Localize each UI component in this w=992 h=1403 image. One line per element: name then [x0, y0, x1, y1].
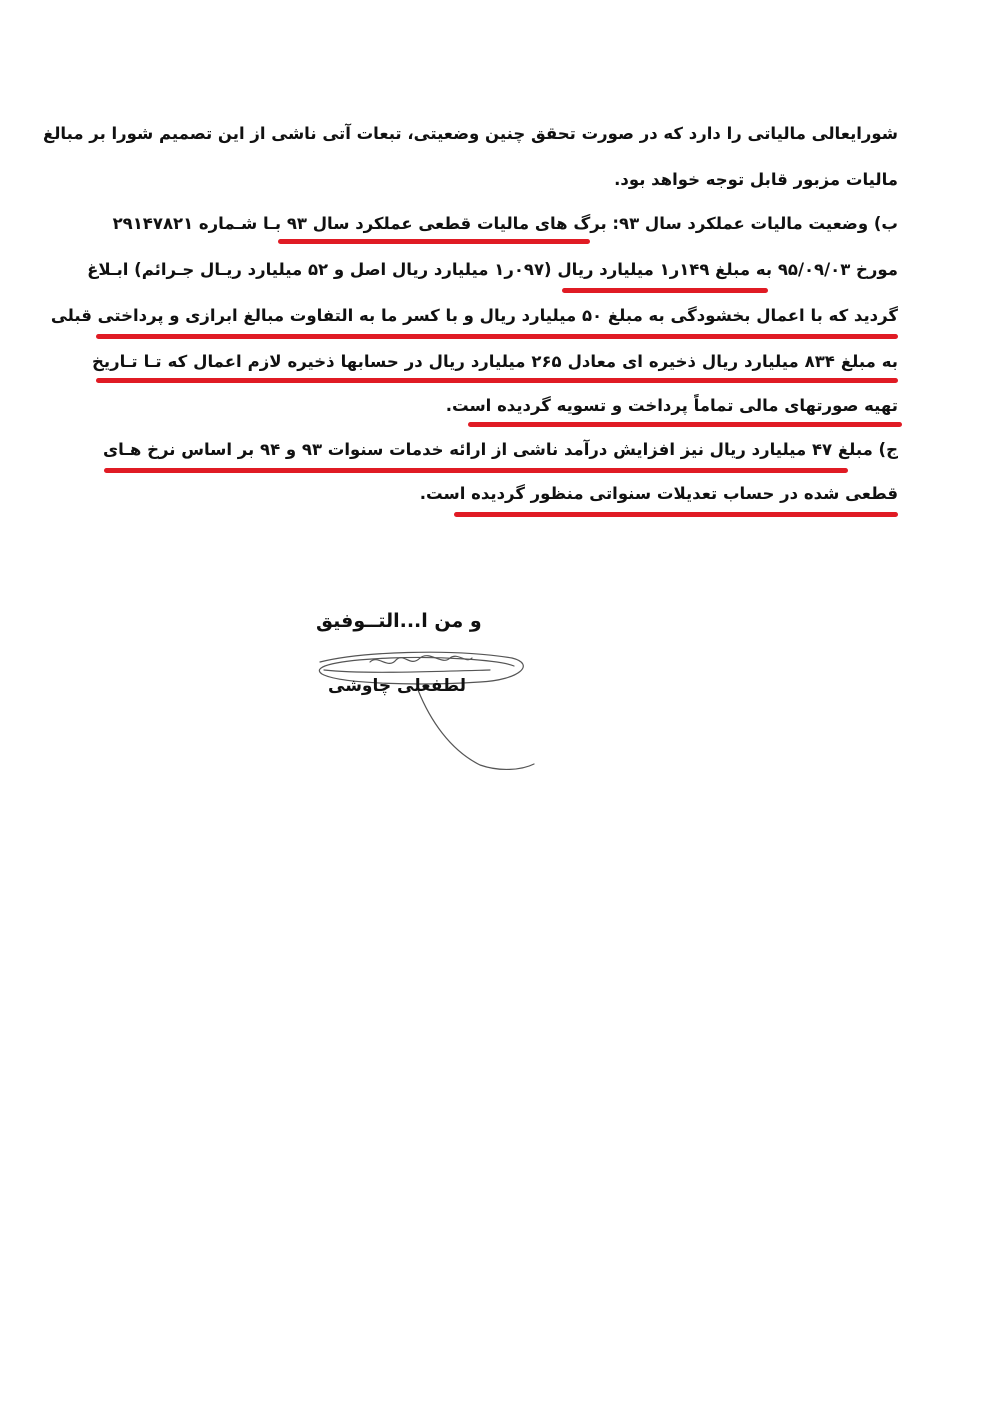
signer-name: لطفعلی چاوشی — [328, 676, 466, 696]
intro-line-1: شورایعالی مالیاتی را دارد که در صورت تحقق چنین وضعیتی، تبعات آتی ناشی از این تصمیم شورا بر مبالغ — [42, 124, 898, 143]
intro-line-2: مالیات مزبور قابل توجه خواهد بود. — [614, 170, 898, 189]
paragraph-c-line-2: قطعی شده در حساب تعدیلات سنواتی منظور گردیده است. — [419, 484, 898, 503]
signature-block — [300, 600, 560, 790]
highlight-underline — [96, 334, 898, 339]
highlight-underline — [278, 239, 590, 244]
highlight-underline — [468, 422, 902, 427]
paragraph-b-line-3: گردید که با اعمال بخشودگی به مبلغ ۵۰ میلیارد ریال و با کسر ما به التفاوت مبالغ ابرازی و پرداختی قبلی — [50, 306, 898, 325]
paragraph-b-line-5: تهیه صورتهای مالی تماماً پرداخت و تسویه گردیده است. — [445, 396, 898, 415]
highlight-underline — [104, 468, 848, 473]
paragraph-b-line-4: به مبلغ ۸۳۴ میلیارد ریال ذخیره ای معادل ۲۶۵ میلیارد ریال در حسابها ذخیره لازم اعمال که تـا تـاریخ — [92, 352, 898, 371]
paragraph-b-line-1: ب) وضعیت مالیات عملکرد سال ۹۳: برگ های مالیات قطعی عملکرد سال ۹۳ بـا شـماره ۲۹۱۴۷۸۲۱ — [112, 214, 898, 233]
paragraph-c-line-1: ج) مبلغ ۴۷ میلیارد ریال نیز افزایش درآمد ناشی از ارائه خدمات سنوات ۹۳ و ۹۴ بر اساس نرخ هـای — [102, 440, 898, 459]
closing-phrase: و من ا...التــوفیق — [316, 610, 482, 632]
highlight-underline — [454, 512, 898, 517]
highlight-underline — [96, 378, 898, 383]
highlight-underline — [562, 288, 768, 293]
paragraph-b-line-2: مورخ ۹۵/۰۹/۰۳ به مبلغ ۱۴۹ر۱ میلیارد ریال (۰۹۷ر۱ میلیارد ریال اصل و ۵۲ میلیارد ریـال جـرائم) ابـلاغ — [87, 260, 898, 279]
